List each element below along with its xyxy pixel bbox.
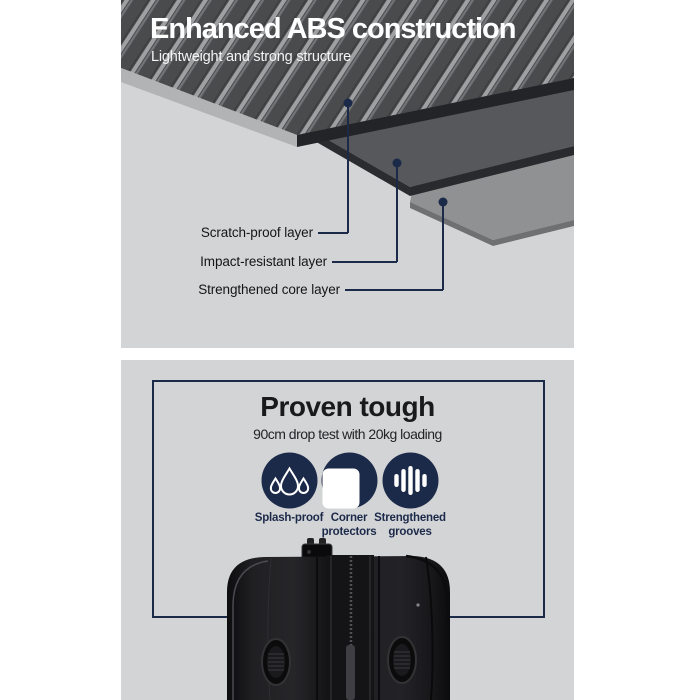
label-impact-resistant-layer: Impact-resistant layer [200, 254, 327, 269]
feature-label: Strengthened grooves [374, 512, 446, 538]
label-strengthened-core-layer: Strengthened core layer [198, 282, 340, 297]
toughness-subtitle: 90cm drop test with 20kg loading [253, 426, 442, 442]
oval-pad [262, 639, 290, 685]
feature-label: Splash-proof [254, 512, 324, 524]
construction-panel [121, 0, 574, 348]
label-scratch-proof-layer: Scratch-proof layer [200, 225, 313, 240]
toughness-panel [121, 360, 574, 700]
construction-subtitle: Lightweight and strong structure [151, 49, 351, 65]
construction-title: Enhanced ABS construction [150, 13, 516, 45]
suitcase-body [227, 538, 450, 700]
toughness-title: Proven tough [260, 391, 435, 422]
suitcase-image [121, 360, 574, 700]
feature-label: Corner protectors [321, 512, 377, 538]
oval-pad [388, 637, 416, 683]
